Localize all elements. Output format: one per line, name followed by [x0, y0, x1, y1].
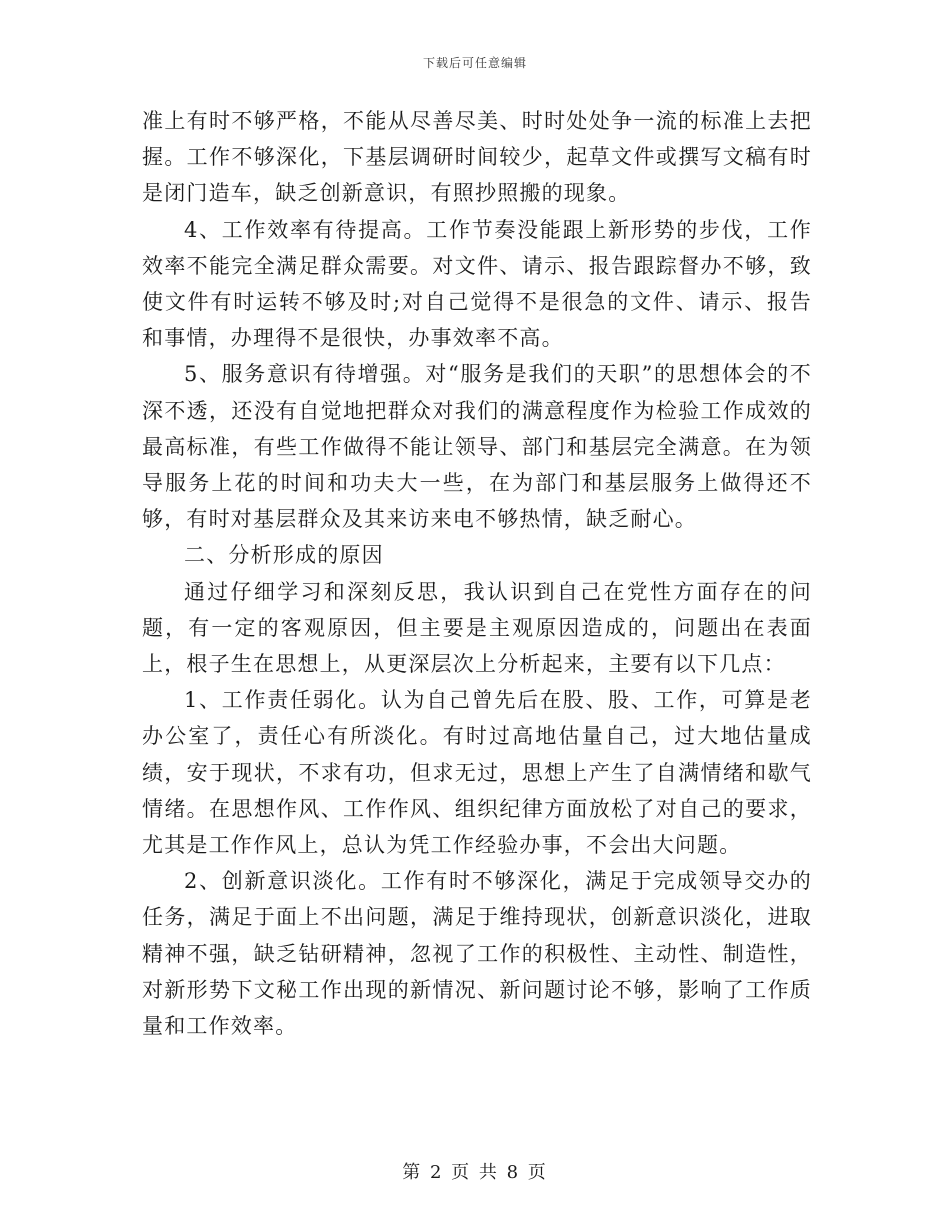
paragraph: 1、工作责任弱化。认为自己曾先后在股、股、工作，可算是老办公室了，责任心有所淡化。有时过高地估量自己，过大地估量成绩，安于现状，不求有功，但求无过，思想上产生了自满情绪和歇气情绪。在思想作风、工作作风、组织纪律方面放松了对自己的要求，尤其是工作作风上，总认为凭工作经验办事，不会出大问题。 [142, 688, 812, 858]
page-number: 第 2 页 共 8 页 [402, 1162, 548, 1183]
paragraph: 2、创新意识淡化。工作有时不够深化，满足于完成领导交办的任务，满足于面上不出问题，满足于维持现状，创新意识淡化，进取精神不强，缺乏钻研精神，忽视了工作的积极性、主动性、制造性，对新形势下文秘工作出现的新情况、新问题讨论不够，影响了工作质量和工作效率。 [142, 869, 812, 1039]
paragraph: 准上有时不够严格，不能从尽善尽美、时时处处争一流的标准上去把握。工作不够深化，下基层调研时间较少，起草文件或撰写文稿有时是闭门造车，缺乏创新意识，有照抄照搬的现象。 [142, 109, 812, 206]
paragraph: 4、工作效率有待提高。工作节奏没能跟上新形势的步伐，工作效率不能完全满足群众需要。对文件、请示、报告跟踪督办不够，致使文件有时运转不够及时;对自己觉得不是很急的文件、请示、报告和事情，办理得不是很快，办事效率不高。 [142, 217, 812, 351]
document-body [142, 103, 812, 1044]
paragraph: 5、服务意识有待增强。对“服务是我们的天职”的思想体会的不深不透，还没有自觉地把群众对我们的满意程度作为检验工作成效的最高标准，有些工作做得不能让领导、部门和基层完全满意。在为领导服务上花的时间和功夫大一些，在为部门和基层服务上做得还不够，有时对基层群众及其来访来电不够热情，缺乏耐心。 [142, 362, 812, 532]
section-heading: 二、分析形成的原因 [184, 543, 384, 568]
header-note: 下载后可任意编辑 [422, 56, 527, 70]
paragraph: 通过仔细学习和深刻反思，我认识到自己在党性方面存在的问题，有一定的客观原因，但主要是主观原因造成的，问题出在表面上，根子生在思想上，从更深层次上分析起来，主要有以下几点： [142, 579, 812, 677]
